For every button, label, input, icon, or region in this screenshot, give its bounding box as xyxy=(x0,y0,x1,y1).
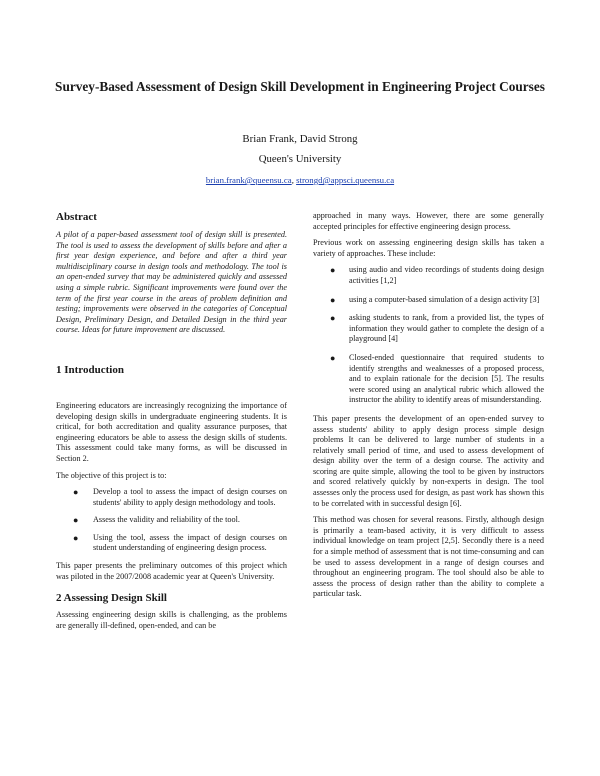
affiliation: Queen's University xyxy=(258,153,342,165)
intro-paragraph: Engineering educators are increasingly recognizing the importance of developing design skills in undergraduate engineering students. It is critical, for both accreditation and quality assurance purposes, that engineering educators be able to assess the design skills of students. This assessment could take many forms, as will be discussed in Section 2. xyxy=(56,400,287,463)
bullet-icon: ● xyxy=(330,294,336,305)
email-separator: , xyxy=(291,175,297,185)
bullet-icon: ● xyxy=(330,313,336,324)
list-item-text: Using the tool, assess the impact of design courses on student understanding of engineering design process. xyxy=(93,532,287,553)
approaches-list xyxy=(313,265,544,406)
left-column xyxy=(56,211,287,637)
right-column xyxy=(313,211,544,606)
introduction-heading: 1 Introduction xyxy=(56,363,124,376)
continued-paragraph: approached in many ways. However, there are some generally accepted principles for effective engineering design process. xyxy=(313,211,544,231)
list-item-text: Develop a tool to assess the impact of design courses on students' ability to apply design methodology and tools. xyxy=(93,487,287,507)
list-item xyxy=(56,487,287,508)
abstract-heading: Abstract xyxy=(56,211,97,223)
assessing-heading: 2 Assessing Design Skill xyxy=(56,592,167,605)
list-item xyxy=(313,313,544,345)
previous-work-paragraph: Previous work on assessing engineering design skills has taken a variety of approaches. These include: xyxy=(313,238,544,258)
objective-list xyxy=(56,487,287,554)
list-item xyxy=(313,353,544,406)
paper-title: Survey-Based Assessment of Design Skill Development in Engineering Project Courses xyxy=(55,79,545,94)
objective-lead: The objective of this project is to: xyxy=(56,470,167,480)
email-link-strong[interactable]: strongd@appsci.queensu.ca xyxy=(296,175,395,185)
list-item-text: Assess the validity and reliability of the tool. xyxy=(93,515,240,525)
method-rationale-paragraph: This method was chosen for several reasons. Firstly, although design is primarily a team-based activity, it is very difficult to assess individual knowledge on team project [2,5]. Secondly there is a need for a simple method of assessment that is not time-consuming and can be used to assess development in a range of design courses and throughout an engineering program. The tool should also be able to assess the process of design rather than the ability to complete a particular task. xyxy=(313,515,544,599)
bullet-icon: ● xyxy=(73,532,79,543)
intro-closing-paragraph: This paper presents the preliminary outcomes of this project which was piloted in the 2007/2008 academic year at Queen's University. xyxy=(56,561,287,581)
list-item xyxy=(56,515,287,526)
abstract-text: A pilot of a paper-based assessment tool of design skill is presented. The tool is used to assess the development of skills before and after a first year design experience, and before and after a third year multidisciplinary course in design tools and methodology. The tool is an open-ended survey that may be administered quickly and assessed using a simple rubric. Significant improvements were found over the term of the first year course in the areas of problem definition and testing; improvements were observed in the categories of Conceptual Design, Preliminary Design, and Detailed Design in the third year course. Ideas for future improvement are discussed. xyxy=(56,230,287,335)
bullet-icon: ● xyxy=(330,265,336,276)
list-item xyxy=(313,265,544,286)
bullet-icon: ● xyxy=(73,515,79,526)
bullet-icon: ● xyxy=(330,352,336,363)
paper-development-paragraph: This paper presents the development of an open-ended survey to assess students' ability to apply design process simple design problems It can be delivered to large number of students in a relatively small period of time, and used to assess development of design ability over the term of a design course. The activity and scoring are quite simple, allowing the tool to be given by instructors and scored relatively quickly by non-experts in design. The tool assesses only the process used for design, as past work has shown this to be correlated with in successful design [6]. xyxy=(313,413,544,508)
bullet-icon: ● xyxy=(73,487,79,498)
assessing-paragraph: Assessing engineering design skills is challenging, as the problems are generally ill-defined, open-ended, and can be xyxy=(56,610,287,630)
list-item-text: asking students to rank, from a provided list, the types of information they would gather to complete the design of a playground [4] xyxy=(349,313,544,344)
list-item-text: using a computer-based simulation of a design activity [3] xyxy=(349,294,540,304)
list-item-text: Closed-ended questionnaire that required students to identify strengths and weaknesses of a proposed process, and to explain rationale for the decision [5]. The results were scored using an analytical rubric which allowed the instructor the ability to identify areas of misunderstanding. xyxy=(349,352,544,405)
author-names: Brian Frank, David Strong xyxy=(242,133,358,145)
author-emails xyxy=(0,175,600,185)
list-item xyxy=(56,533,287,554)
email-link-frank[interactable]: brian.frank@queensu.ca xyxy=(205,175,292,185)
list-item xyxy=(313,295,544,306)
list-item-text: using audio and video recordings of students doing design activities [1,2] xyxy=(349,265,544,285)
